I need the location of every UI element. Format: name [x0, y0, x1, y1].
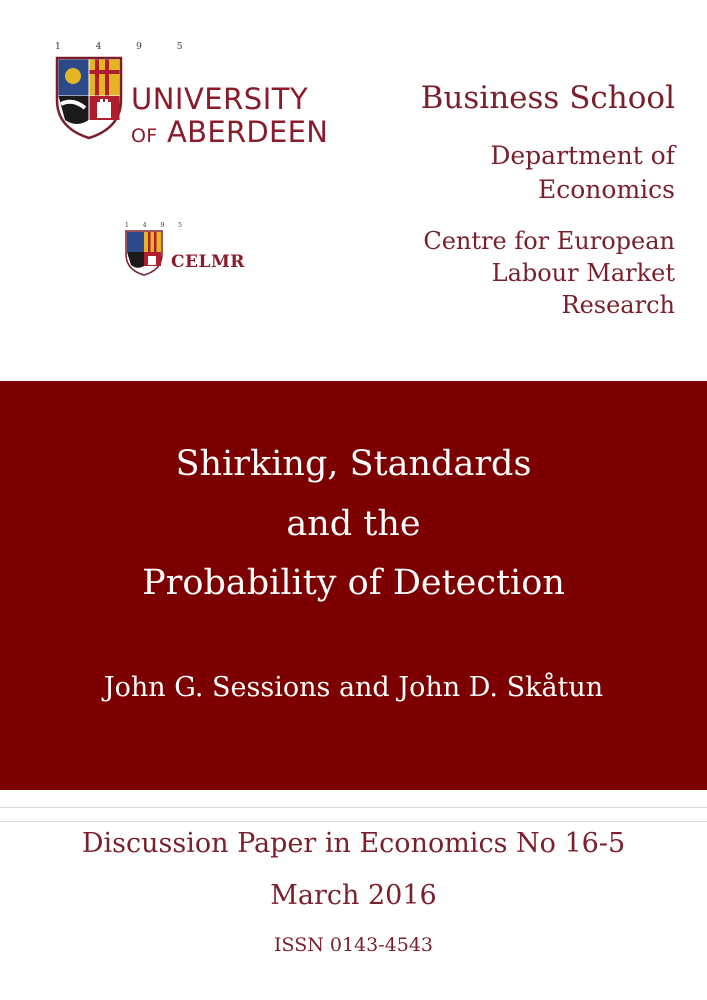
title-line: Shirking, Standards: [175, 444, 532, 484]
university-name: [131, 82, 329, 149]
business-school-heading: Business School: [420, 80, 675, 116]
celmr-logo: [125, 222, 265, 278]
centre-line: Labour Market: [491, 259, 675, 288]
paper-title: [0, 435, 707, 614]
discussion-paper-series: Discussion Paper in Economics No 16-5: [81, 828, 626, 859]
divider: [0, 807, 707, 808]
paper-authors: John G. Sessions and John D. Skåtun: [103, 671, 604, 703]
department-heading: [421, 139, 675, 207]
logo-year: 1 4 9 5: [55, 42, 199, 52]
title-line: Probability of Detection: [142, 563, 565, 603]
centre-line: Research: [561, 291, 675, 320]
university-name-line2: ABERDEEN: [167, 115, 329, 149]
department-line: Department of: [490, 141, 675, 171]
university-name-line1: UNIVERSITY: [131, 82, 309, 116]
centre-heading: [421, 225, 675, 322]
title-banner: [0, 381, 707, 790]
publication-date: March 2016: [270, 880, 437, 911]
university-name-of: OF: [131, 125, 158, 147]
celmr-year: 1 4 9 5: [125, 222, 188, 229]
celmr-crest-icon: [125, 230, 163, 276]
celmr-label: CELMR: [171, 252, 245, 272]
header-units: [421, 80, 675, 322]
issn-number: ISSN 0143-4543: [274, 934, 433, 956]
university-crest-icon: [55, 56, 123, 140]
title-line: and the: [286, 503, 421, 544]
centre-line: Centre for European: [423, 226, 675, 255]
divider: [0, 821, 707, 822]
department-line: Economics: [538, 174, 675, 204]
university-logo: [55, 42, 345, 152]
